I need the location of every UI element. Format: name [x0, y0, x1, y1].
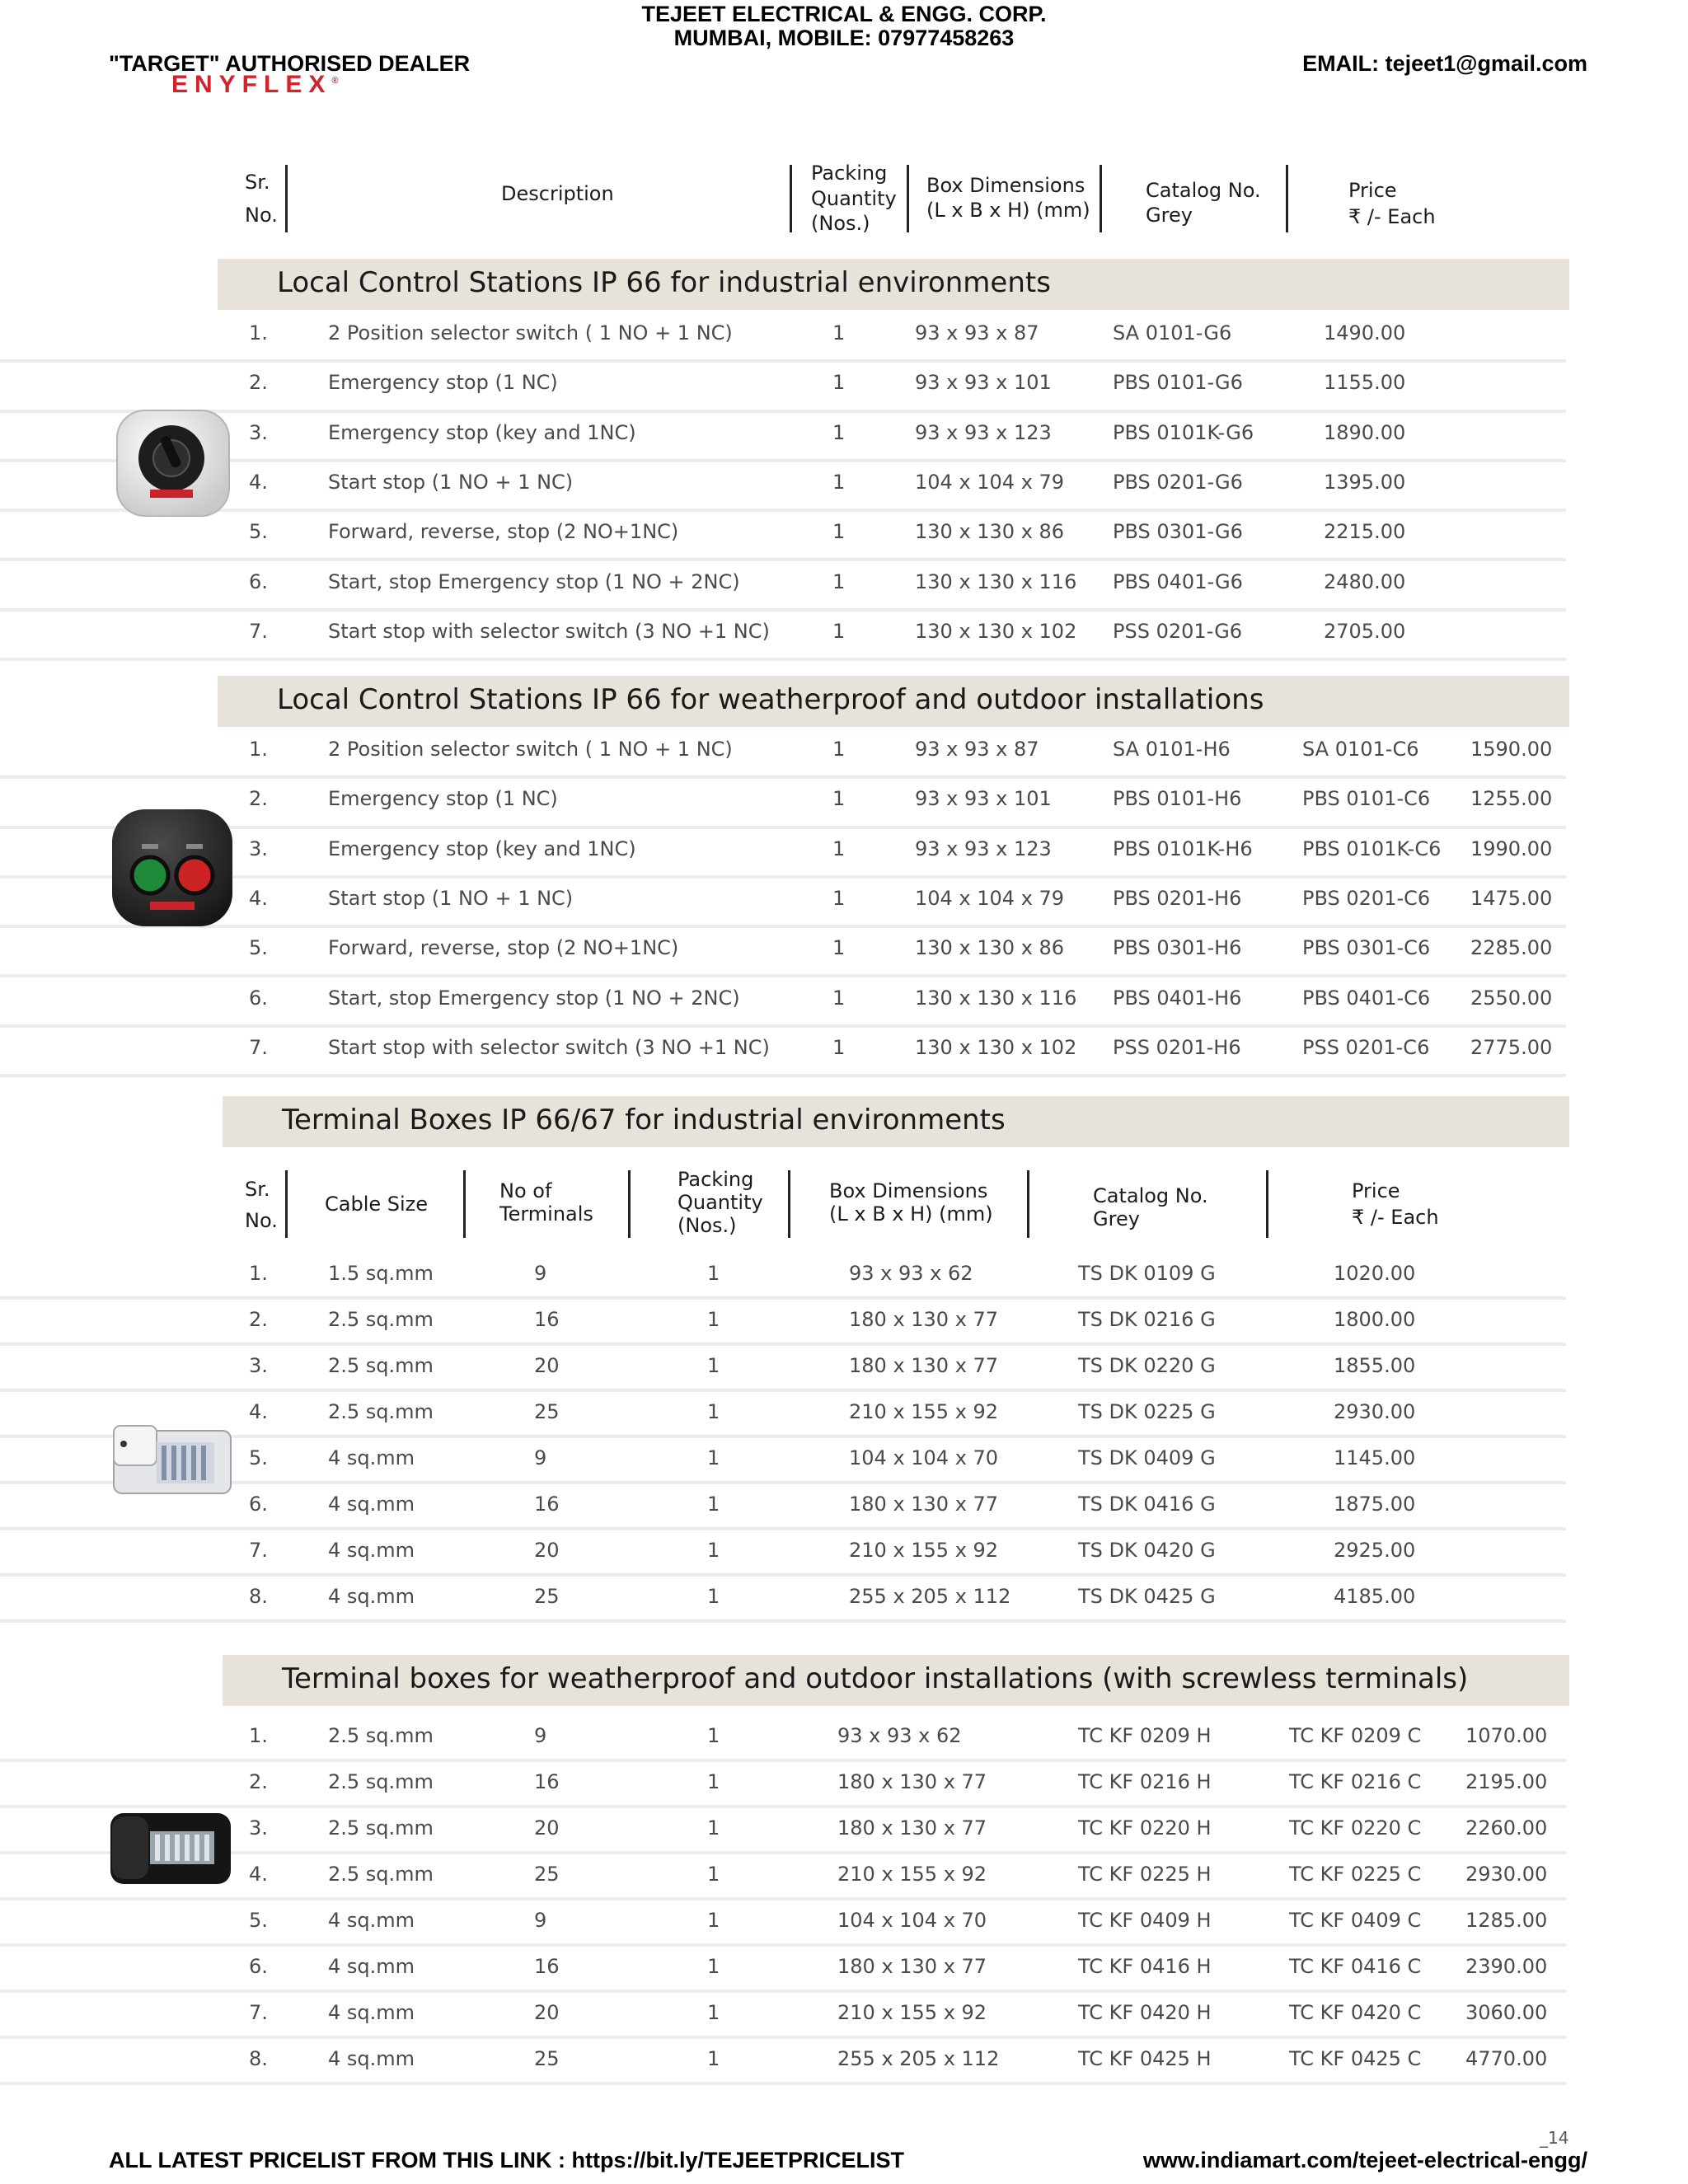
table-row	[0, 1577, 1566, 1623]
table-cell: 3.	[249, 1354, 268, 1377]
table-cell: 6.	[249, 569, 268, 593]
table-cell: 255 x 205 x 112	[849, 1585, 1011, 1608]
table-cell: 1	[707, 1770, 720, 1793]
table-cell: PBS 0101-C6	[1302, 787, 1431, 811]
table-cell: Start, stop Emergency stop (1 NO + 2NC)	[328, 569, 740, 593]
table-cell: 2390.00	[1465, 1955, 1548, 1978]
hdr-sr: Sr.	[245, 1178, 270, 1201]
table-cell: 1990.00	[1470, 837, 1553, 860]
hdr-packing-2: Quantity	[811, 187, 897, 210]
table-cell: 1.5 sq.mm	[328, 1262, 434, 1285]
table-cell: 7.	[249, 1539, 268, 1562]
hdr-terminals-2: Terminals	[499, 1202, 593, 1226]
table-cell: 2.5 sq.mm	[328, 1770, 434, 1793]
table-cell: 93 x 93 x 87	[915, 321, 1039, 344]
table-cell: 4770.00	[1465, 2047, 1548, 2070]
table-cell: SA 0101-H6	[1113, 738, 1231, 761]
header-divider	[788, 1170, 790, 1238]
table-cell: 180 x 130 x 77	[837, 1816, 987, 1840]
table-cell: 16	[534, 1493, 560, 1516]
table-cell: 93 x 93 x 101	[915, 371, 1052, 395]
table-cell: 93 x 93 x 123	[915, 837, 1052, 860]
table-cell: 4 sq.mm	[328, 1585, 415, 1608]
table-cell: 104 x 104 x 79	[915, 470, 1065, 494]
table-cell: 1	[707, 1816, 720, 1840]
table-row	[0, 1947, 1566, 1993]
section-title: Local Control Stations IP 66 for weatherproof and outdoor installations	[277, 683, 1264, 716]
table-cell: 25	[534, 2047, 560, 2070]
table-cell: PBS 0201-C6	[1302, 886, 1431, 910]
table-cell: 2.5 sq.mm	[328, 1354, 434, 1377]
hdr-packing-1: Packing	[811, 162, 888, 185]
table-row	[0, 313, 1566, 363]
table-cell: PBS 0101-G6	[1113, 371, 1243, 395]
table-cell: TC KF 0225 C	[1289, 1863, 1422, 1886]
table-cell: TS DK 0425 G	[1078, 1585, 1216, 1608]
table-cell: 180 x 130 x 77	[837, 1955, 987, 1978]
header-divider	[1027, 1170, 1029, 1238]
table-cell: PBS 0101K-G6	[1113, 420, 1254, 444]
table-cell: 210 x 155 x 92	[837, 1863, 987, 1886]
table-cell: TC KF 0425 C	[1289, 2047, 1422, 2070]
table-cell: 130 x 130 x 102	[915, 1035, 1077, 1059]
table-cell: 1.	[249, 1262, 268, 1285]
table-cell: PBS 0401-C6	[1302, 986, 1431, 1010]
pricelist-link-text[interactable]: ALL LATEST PRICELIST FROM THIS LINK : https://bit.ly/TEJEETPRICELIST	[109, 2148, 904, 2172]
table-cell: 180 x 130 x 77	[849, 1354, 999, 1377]
hdr-catalog-1: Catalog No.	[1146, 179, 1261, 202]
table-cell: 25	[534, 1400, 560, 1423]
table-cell: TS DK 0220 G	[1078, 1354, 1216, 1377]
table-cell: 3.	[249, 837, 268, 860]
table-cell: 1.	[249, 321, 268, 344]
table-cell: 1.	[249, 1724, 268, 1747]
table-cell: 2.	[249, 1308, 268, 1331]
table-cell: TC KF 0216 H	[1078, 1770, 1212, 1793]
table-cell: 1	[707, 1909, 720, 1932]
table-cell: TS DK 0216 G	[1078, 1308, 1216, 1331]
table-cell: 2.5 sq.mm	[328, 1400, 434, 1423]
hdr-sr: Sr.	[245, 171, 270, 194]
hdr-box-1: Box Dimensions	[829, 1179, 988, 1202]
table-row	[0, 1300, 1566, 1346]
hdr-packing-3: (Nos.)	[811, 212, 870, 235]
table-cell: 4 sq.mm	[328, 1446, 415, 1469]
table-cell: 1155.00	[1324, 371, 1406, 395]
table-cell: Emergency stop (1 NC)	[328, 371, 558, 395]
table-cell: 4.	[249, 1400, 268, 1423]
table-cell: Forward, reverse, stop (2 NO+1NC)	[328, 520, 679, 544]
table-row	[0, 928, 1566, 977]
table-cell: 1	[832, 321, 846, 344]
table-cell: 1255.00	[1470, 787, 1553, 811]
table-cell: 1475.00	[1470, 886, 1553, 910]
table-row	[0, 729, 1566, 779]
table-row	[0, 1028, 1566, 1077]
table-cell: 104 x 104 x 70	[849, 1446, 999, 1469]
table-cell: SA 0101-G6	[1113, 321, 1232, 344]
hdr-no: No.	[245, 204, 278, 227]
table-cell: 7.	[249, 1035, 268, 1059]
table-cell: PBS 0401-G6	[1113, 569, 1243, 593]
hdr-terminals-1: No of	[499, 1179, 552, 1202]
table-row	[0, 413, 1566, 462]
section-title: Local Control Stations IP 66 for industrial environments	[277, 266, 1051, 299]
table-cell: 1	[832, 520, 846, 544]
table-cell: 5.	[249, 936, 268, 960]
table-cell: 5.	[249, 1446, 268, 1469]
table-row	[0, 462, 1566, 512]
header-divider	[907, 165, 909, 232]
table-cell: 210 x 155 x 92	[849, 1400, 999, 1423]
table-cell: TC KF 0216 C	[1289, 1770, 1422, 1793]
table-cell: 210 x 155 x 92	[837, 2001, 987, 2024]
table-cell: 5.	[249, 1909, 268, 1932]
hdr-catalog-2: Grey	[1093, 1207, 1140, 1230]
table-cell: 16	[534, 1308, 560, 1331]
table-cell: PSS 0201-G6	[1113, 619, 1243, 643]
table-cell: 2260.00	[1465, 1816, 1548, 1840]
table-cell: 130 x 130 x 102	[915, 619, 1077, 643]
table-cell: PSS 0201-C6	[1302, 1035, 1430, 1059]
table-cell: 2930.00	[1334, 1400, 1416, 1423]
table-cell: 1	[707, 2047, 720, 2070]
section-header-industrial-control	[218, 259, 1569, 310]
table-cell: 2.	[249, 787, 268, 811]
table-cell: 4 sq.mm	[328, 2047, 415, 2070]
table-cell: 1	[707, 1446, 720, 1469]
table-cell: TC KF 0409 H	[1078, 1909, 1212, 1932]
table-cell: TC KF 0416 H	[1078, 1955, 1212, 1978]
table-cell: 4 sq.mm	[328, 2001, 415, 2024]
company-name: TEJEET ELECTRICAL & ENGG. CORP.	[641, 2, 1047, 26]
table-cell: PBS 0301-G6	[1113, 520, 1243, 544]
table-cell: TC KF 0209 C	[1289, 1724, 1422, 1747]
table-cell: 1	[832, 837, 846, 860]
table-cell: Emergency stop (key and 1NC)	[328, 837, 636, 860]
table-cell: 7.	[249, 619, 268, 643]
table-cell: TS DK 0109 G	[1078, 1262, 1216, 1285]
table-cell: TS DK 0416 G	[1078, 1493, 1216, 1516]
table-cell: 93 x 93 x 62	[849, 1262, 973, 1285]
table-cell: 1395.00	[1324, 470, 1406, 494]
section-header-weatherproof-terminal	[223, 1655, 1569, 1706]
table-cell: 93 x 93 x 87	[915, 738, 1039, 761]
table-cell: TC KF 0420 H	[1078, 2001, 1212, 2024]
table-row	[0, 1854, 1566, 1900]
table-cell: TC KF 0225 H	[1078, 1863, 1212, 1886]
table-cell: 3.	[249, 420, 268, 444]
table-cell: PBS 0401-H6	[1113, 986, 1242, 1010]
selector-switch-station-photo	[112, 404, 234, 521]
header-divider	[285, 165, 288, 232]
table-cell: 2925.00	[1334, 1539, 1416, 1562]
table-cell: 1	[832, 886, 846, 910]
table-cell: Forward, reverse, stop (2 NO+1NC)	[328, 936, 679, 960]
header-divider	[285, 1170, 288, 1238]
table-cell: 6.	[249, 1493, 268, 1516]
table-cell: 255 x 205 x 112	[837, 2047, 1000, 2070]
table-cell: TC KF 0220 C	[1289, 1816, 1422, 1840]
table-cell: 9	[534, 1909, 547, 1932]
table-cell: 130 x 130 x 86	[915, 936, 1065, 960]
table-cell: 2930.00	[1465, 1863, 1548, 1886]
table-cell: PBS 0101K-C6	[1302, 837, 1442, 860]
table-cell: PBS 0301-H6	[1113, 936, 1242, 960]
table-cell: Start stop (1 NO + 1 NC)	[328, 470, 574, 494]
table-cell: 1800.00	[1334, 1308, 1416, 1331]
website-link[interactable]: www.indiamart.com/tejeet-electrical-engg/	[1142, 2148, 1587, 2172]
table-cell: 25	[534, 1585, 560, 1608]
table-cell: 1070.00	[1465, 1724, 1548, 1747]
section-header-weatherproof-control	[218, 676, 1569, 727]
section-header-industrial-terminal	[223, 1096, 1569, 1147]
header-divider	[628, 1170, 631, 1238]
table-cell: TC KF 0425 H	[1078, 2047, 1212, 2070]
table-cell: 2705.00	[1324, 619, 1406, 643]
table-cell: 1890.00	[1324, 420, 1406, 444]
table-cell: TC KF 0420 C	[1289, 2001, 1422, 2024]
hdr-price-1: Price	[1348, 179, 1397, 202]
table-row	[0, 1762, 1566, 1808]
table-cell: 4 sq.mm	[328, 1955, 415, 1978]
table-cell: 1	[832, 619, 846, 643]
table-cell: 2.5 sq.mm	[328, 1724, 434, 1747]
table-cell: 104 x 104 x 70	[837, 1909, 987, 1932]
hdr-box-1: Box Dimensions	[926, 174, 1085, 197]
table-cell: TC KF 0209 H	[1078, 1724, 1212, 1747]
table-cell: 2285.00	[1470, 936, 1553, 960]
table-cell: 4185.00	[1334, 1585, 1416, 1608]
table-cell: 4.	[249, 1863, 268, 1886]
table-cell: PBS 0201-H6	[1113, 886, 1242, 910]
table-cell: 2.	[249, 371, 268, 395]
brand-name: ENYFLEX	[171, 71, 332, 98]
terminal-box-photo	[110, 1422, 234, 1497]
hdr-packing-1: Packing	[678, 1168, 754, 1191]
table-cell: 1	[707, 1539, 720, 1562]
table-cell: PBS 0101K-H6	[1113, 837, 1253, 860]
table-cell: 9	[534, 1446, 547, 1469]
table-cell: 1	[832, 936, 846, 960]
table-cell: PBS 0101-H6	[1113, 787, 1242, 811]
table-cell: 130 x 130 x 86	[915, 520, 1065, 544]
table-cell: TC KF 0220 H	[1078, 1816, 1212, 1840]
table-cell: 93 x 93 x 123	[915, 420, 1052, 444]
table-cell: 1	[707, 2001, 720, 2024]
table-cell: PBS 0301-C6	[1302, 936, 1431, 960]
table-cell: 2480.00	[1324, 569, 1406, 593]
table-cell: 20	[534, 1354, 560, 1377]
brand-registered-mark: ®	[331, 76, 339, 86]
hdr-packing-3: (Nos.)	[678, 1214, 737, 1237]
table-cell: 3060.00	[1465, 2001, 1548, 2024]
table-cell: 180 x 130 x 77	[837, 1770, 987, 1793]
table-row	[0, 1530, 1566, 1577]
table-cell: 4 sq.mm	[328, 1493, 415, 1516]
table-cell: 1	[832, 738, 846, 761]
hdr-box-2: (L x B x H) (mm)	[926, 199, 1090, 222]
table-cell: 180 x 130 x 77	[849, 1493, 999, 1516]
hdr-catalog-2: Grey	[1146, 204, 1193, 227]
hdr-price-2: ₹ /- Each	[1352, 1206, 1439, 1229]
table-cell: 2.	[249, 1770, 268, 1793]
table-cell: 2.5 sq.mm	[328, 1816, 434, 1840]
table-cell: 20	[534, 1539, 560, 1562]
table-cell: 20	[534, 2001, 560, 2024]
table-cell: 1.	[249, 738, 268, 761]
table-cell: 25	[534, 1863, 560, 1886]
table-cell: Emergency stop (key and 1NC)	[328, 420, 636, 444]
table-cell: 1855.00	[1334, 1354, 1416, 1377]
table-row	[0, 1346, 1566, 1392]
company-contact: MUMBAI, MOBILE: 07977458263	[673, 26, 1015, 50]
section-title: Terminal Boxes IP 66/67 for industrial environments	[282, 1104, 1006, 1137]
table-cell: SA 0101-C6	[1302, 738, 1419, 761]
table-cell: 1	[707, 1308, 720, 1331]
table-cell: 3.	[249, 1816, 268, 1840]
table-cell: TS DK 0420 G	[1078, 1539, 1216, 1562]
table-cell: 1	[832, 986, 846, 1010]
table-cell: 8.	[249, 1585, 268, 1608]
table-cell: 1145.00	[1334, 1446, 1416, 1469]
hdr-price-2: ₹ /- Each	[1348, 205, 1436, 228]
table-cell: 1	[832, 371, 846, 395]
table-cell: 104 x 104 x 79	[915, 886, 1065, 910]
table-cell: 6.	[249, 1955, 268, 1978]
hdr-box-2: (L x B x H) (mm)	[829, 1202, 993, 1226]
table-cell: Emergency stop (1 NC)	[328, 787, 558, 811]
table-cell: 1	[832, 420, 846, 444]
header-divider	[1286, 165, 1288, 232]
hdr-price-1: Price	[1352, 1179, 1400, 1202]
table-cell: 130 x 130 x 116	[915, 569, 1077, 593]
hdr-cable-size: Cable Size	[325, 1193, 429, 1216]
table-cell: 7.	[249, 2001, 268, 2024]
table-row	[0, 562, 1566, 612]
table-cell: 2775.00	[1470, 1035, 1553, 1059]
table-cell: 2 Position selector switch ( 1 NO + 1 NC)	[328, 738, 733, 761]
table-cell: 1020.00	[1334, 1262, 1416, 1285]
table-cell: 180 x 130 x 77	[849, 1308, 999, 1331]
table-row	[0, 1438, 1566, 1484]
table-cell: 9	[534, 1262, 547, 1285]
dealer-label: "TARGET" AUTHORISED DEALER	[109, 51, 471, 76]
table-cell: 4 sq.mm	[328, 1539, 415, 1562]
table-cell: 6.	[249, 986, 268, 1010]
brand-logo	[171, 71, 338, 99]
table-cell: 20	[534, 1816, 560, 1840]
table-cell: 93 x 93 x 101	[915, 787, 1052, 811]
table-cell: 4 sq.mm	[328, 1909, 415, 1932]
table-row	[0, 1484, 1566, 1530]
table-cell: 2195.00	[1465, 1770, 1548, 1793]
table-row	[0, 1392, 1566, 1438]
table-cell: 1590.00	[1470, 738, 1553, 761]
table-row	[0, 512, 1566, 561]
table-row	[0, 978, 1566, 1028]
table-cell: TC KF 0416 C	[1289, 1955, 1422, 1978]
table-cell: 2.5 sq.mm	[328, 1863, 434, 1886]
table-row	[0, 1254, 1566, 1300]
header-divider	[790, 165, 792, 232]
table-cell: 5.	[249, 520, 268, 544]
table-cell: 1	[832, 787, 846, 811]
table-cell: Start, stop Emergency stop (1 NO + 2NC)	[328, 986, 740, 1010]
table-cell: 1	[707, 1354, 720, 1377]
table-cell: 16	[534, 1955, 560, 1978]
hdr-packing-2: Quantity	[678, 1191, 763, 1214]
table-cell: 2.5 sq.mm	[328, 1308, 434, 1331]
hdr-no: No.	[245, 1209, 278, 1232]
table-cell: 1875.00	[1334, 1493, 1416, 1516]
table-row	[0, 1808, 1566, 1854]
table-cell: 1	[707, 1400, 720, 1423]
table-cell: 9	[534, 1724, 547, 1747]
table-cell: 130 x 130 x 116	[915, 986, 1077, 1010]
table-cell: 4.	[249, 470, 268, 494]
table-cell: 8.	[249, 2047, 268, 2070]
table-cell: PBS 0201-G6	[1113, 470, 1243, 494]
email-label: EMAIL: tejeet1@gmail.com	[1302, 51, 1587, 76]
table-row	[0, 1900, 1566, 1947]
push-button-station-photo	[109, 806, 236, 930]
table-cell: 2215.00	[1324, 520, 1406, 544]
header-divider	[463, 1170, 466, 1238]
table-cell: 2550.00	[1470, 986, 1553, 1010]
section-title: Terminal boxes for weatherproof and outdoor installations (with screwless terminals)	[282, 1662, 1469, 1695]
table-cell: 1	[707, 1585, 720, 1608]
hdr-catalog-1: Catalog No.	[1093, 1184, 1208, 1207]
table-cell: Start stop with selector switch (3 NO +1 NC)	[328, 1035, 770, 1059]
table-cell: 1	[707, 1863, 720, 1886]
table-cell: 1	[832, 1035, 846, 1059]
header-divider	[1266, 1170, 1268, 1238]
table-cell: 210 x 155 x 92	[849, 1539, 999, 1562]
table-cell: PSS 0201-H6	[1113, 1035, 1241, 1059]
table-cell: 1	[707, 1493, 720, 1516]
table-cell: 1	[707, 1724, 720, 1747]
table-cell: 4.	[249, 886, 268, 910]
table-row	[0, 363, 1566, 412]
table-cell: TC KF 0409 C	[1289, 1909, 1422, 1932]
table-cell: 93 x 93 x 62	[837, 1724, 962, 1747]
table-cell: TS DK 0225 G	[1078, 1400, 1216, 1423]
table-cell: 1	[832, 470, 846, 494]
weatherproof-terminal-box-photo	[107, 1808, 234, 1887]
table-cell: Start stop with selector switch (3 NO +1 NC)	[328, 619, 770, 643]
page-number: _14	[1540, 2128, 1569, 2148]
table-row	[0, 1993, 1566, 2039]
table-cell: 1	[707, 1262, 720, 1285]
table-cell: 1	[832, 569, 846, 593]
table-cell: Start stop (1 NO + 1 NC)	[328, 886, 574, 910]
table-cell: 1	[707, 1955, 720, 1978]
table-row	[0, 612, 1566, 661]
table-cell: 1285.00	[1465, 1909, 1548, 1932]
table-cell: 1490.00	[1324, 321, 1406, 344]
table-row	[0, 1716, 1566, 1762]
table-cell: TS DK 0409 G	[1078, 1446, 1216, 1469]
table-cell: 16	[534, 1770, 560, 1793]
header-divider	[1100, 165, 1102, 232]
table-cell: 2 Position selector switch ( 1 NO + 1 NC)	[328, 321, 733, 344]
hdr-description: Description	[501, 182, 614, 205]
table-row	[0, 2039, 1566, 2085]
